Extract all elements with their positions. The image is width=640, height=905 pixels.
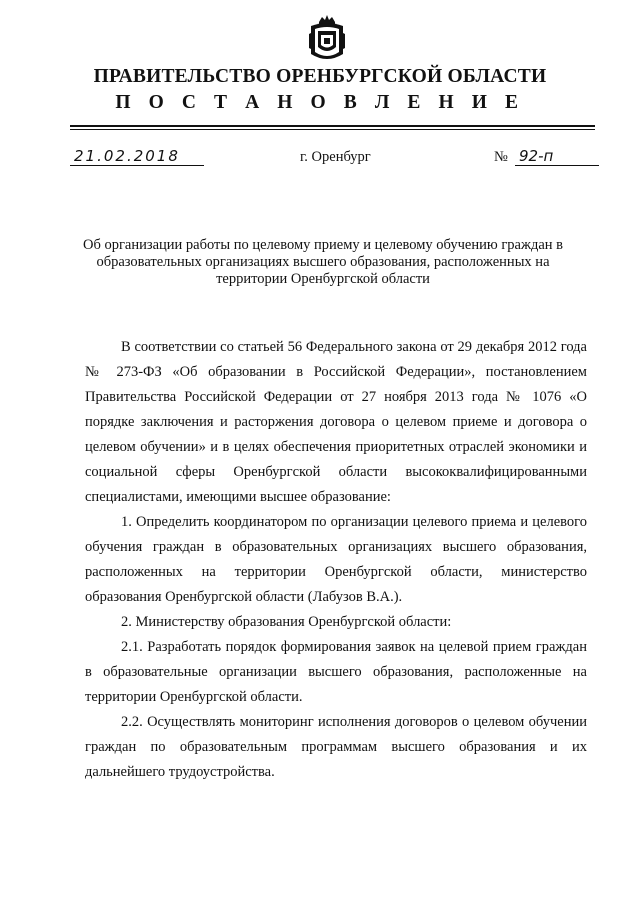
document-number: 92-п xyxy=(515,147,599,166)
body-paragraph: 2. Министерству образования Оренбургской области: xyxy=(121,614,452,630)
header-divider xyxy=(70,125,595,127)
body-paragraph: 2.2. Осуществлять мониторинг исполнения договоров о целевом обучении граждан по образовательным программам высшего образования и их дальнейшего трудоустройства. xyxy=(85,714,587,780)
header-divider-thin xyxy=(70,129,595,130)
body-paragraph: 1. Определить координатором по организации целевого приема и целевого обучения граждан в образовательных организациях высшего образования, расположенных на территории Оренбургской области, министерство образования Оренбургской области (Лабузов В.А.). xyxy=(85,514,587,605)
document-city: г. Оренбург xyxy=(300,149,371,165)
document-subject: Об организации работы по целевому приему и целевому обучению граждан в образовательных организациях высшего образования, расположенных на территории Оренбургской области xyxy=(82,237,564,287)
document-number-label: № xyxy=(494,149,508,165)
oren-coat-of-arms-icon xyxy=(307,14,347,64)
body-paragraph: 2.1. Разработать порядок формирования заявок на целевой прием граждан в образовательные организации высшего образования, расположенные на территории Оренбургской области. xyxy=(85,639,587,705)
document-body xyxy=(85,335,587,785)
body-paragraph: В соответствии со статьей 56 Федерального закона от 29 декабря 2012 года № 273-ФЗ «Об образовании в Российской Федерации», постановлением Правительства Российской Федерации от 27 ноября 2013 года № 1076 «О порядке заключения и расторжения договора о целевом приеме и договора о целевом обучении» и в целях обеспечения приоритетных отраслей экономики и социальной сферы Оренбургской области высококвалифицированными специалистами, имеющими высшее образование: xyxy=(85,339,587,505)
organization-title: ПРАВИТЕЛЬСТВО ОРЕНБУРГСКОЙ ОБЛАСТИ xyxy=(93,66,547,87)
document-date: 21.02.2018 xyxy=(70,147,204,166)
document-type-title: П О С Т А Н О В Л Е Н И Е xyxy=(115,92,525,113)
